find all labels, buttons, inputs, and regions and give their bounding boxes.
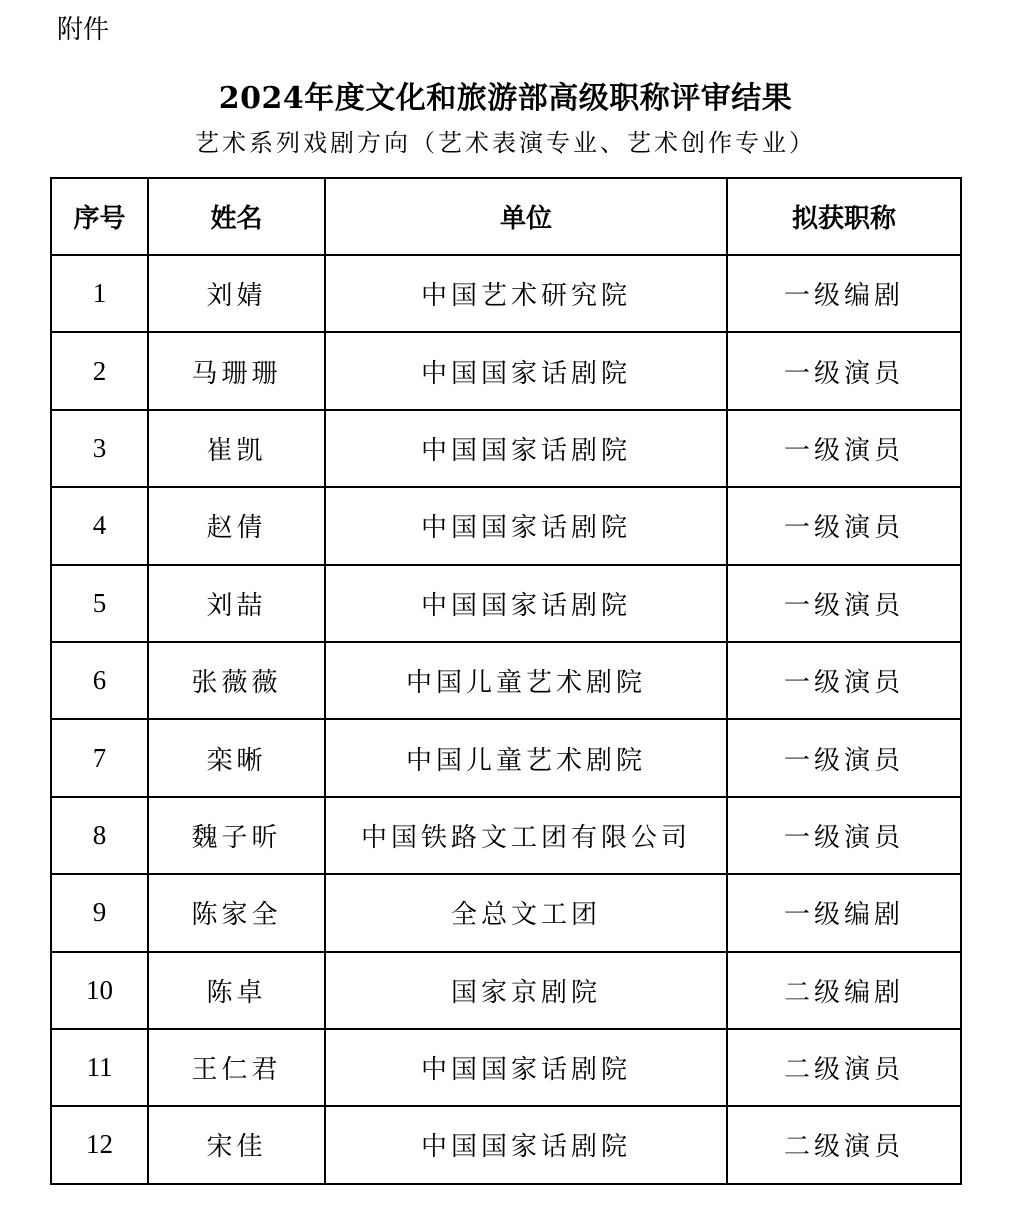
cell-unit: 中国铁路文工团有限公司 [325, 797, 727, 874]
column-header-no: 序号 [51, 178, 148, 255]
cell-title: 二级演员 [727, 1029, 961, 1106]
cell-no: 8 [51, 797, 148, 874]
table-row [51, 255, 961, 332]
table-body [51, 255, 961, 1184]
cell-name: 王仁君 [148, 1029, 325, 1106]
cell-title: 一级演员 [727, 797, 961, 874]
column-header-title: 拟获职称 [727, 178, 961, 255]
cell-unit: 中国国家话剧院 [325, 1029, 727, 1106]
results-table [50, 177, 962, 1185]
cell-name: 赵倩 [148, 487, 325, 564]
cell-title: 一级演员 [727, 487, 961, 564]
table-row [51, 487, 961, 564]
cell-name: 刘喆 [148, 565, 325, 642]
cell-no: 3 [51, 410, 148, 487]
cell-name: 栾晰 [148, 719, 325, 796]
table-row [51, 719, 961, 796]
table-row [51, 332, 961, 409]
table-row [51, 952, 961, 1029]
cell-name: 宋佳 [148, 1106, 325, 1183]
cell-title: 一级演员 [727, 719, 961, 796]
cell-no: 2 [51, 332, 148, 409]
cell-no: 10 [51, 952, 148, 1029]
cell-title: 一级演员 [727, 332, 961, 409]
cell-no: 6 [51, 642, 148, 719]
cell-title: 一级演员 [727, 410, 961, 487]
cell-unit: 中国国家话剧院 [325, 565, 727, 642]
cell-unit: 中国儿童艺术剧院 [325, 719, 727, 796]
cell-name: 刘婧 [148, 255, 325, 332]
cell-title: 二级演员 [727, 1106, 961, 1183]
table-row [51, 565, 961, 642]
cell-name: 马珊珊 [148, 332, 325, 409]
attachment-label: 附件 [57, 15, 110, 45]
cell-no: 1 [51, 255, 148, 332]
cell-title: 一级编剧 [727, 255, 961, 332]
document-title: 2024年度文化和旅游部高级职称评审结果 [218, 81, 793, 116]
cell-unit: 国家京剧院 [325, 952, 727, 1029]
cell-title: 一级编剧 [727, 874, 961, 951]
cell-no: 11 [51, 1029, 148, 1106]
cell-unit: 中国国家话剧院 [325, 487, 727, 564]
cell-no: 4 [51, 487, 148, 564]
cell-no: 5 [51, 565, 148, 642]
cell-name: 崔凯 [148, 410, 325, 487]
table-row [51, 874, 961, 951]
cell-unit: 中国国家话剧院 [325, 410, 727, 487]
table-row [51, 1106, 961, 1183]
table-row [51, 1029, 961, 1106]
cell-unit: 中国儿童艺术剧院 [325, 642, 727, 719]
document-subtitle: 艺术系列戏剧方向（艺术表演专业、艺术创作专业） [195, 129, 816, 157]
cell-no: 7 [51, 719, 148, 796]
table-row [51, 642, 961, 719]
cell-unit: 全总文工团 [325, 874, 727, 951]
cell-unit: 中国艺术研究院 [325, 255, 727, 332]
cell-name: 陈家全 [148, 874, 325, 951]
cell-title: 一级演员 [727, 642, 961, 719]
cell-title: 一级演员 [727, 565, 961, 642]
cell-unit: 中国国家话剧院 [325, 332, 727, 409]
table-row [51, 410, 961, 487]
cell-name: 陈卓 [148, 952, 325, 1029]
cell-no: 9 [51, 874, 148, 951]
cell-name: 张薇薇 [148, 642, 325, 719]
table-header-row [51, 178, 961, 255]
cell-name: 魏子昕 [148, 797, 325, 874]
column-header-name: 姓名 [148, 178, 325, 255]
cell-no: 12 [51, 1106, 148, 1183]
column-header-unit: 单位 [325, 178, 727, 255]
cell-title: 二级编剧 [727, 952, 961, 1029]
cell-unit: 中国国家话剧院 [325, 1106, 727, 1183]
table-row [51, 797, 961, 874]
